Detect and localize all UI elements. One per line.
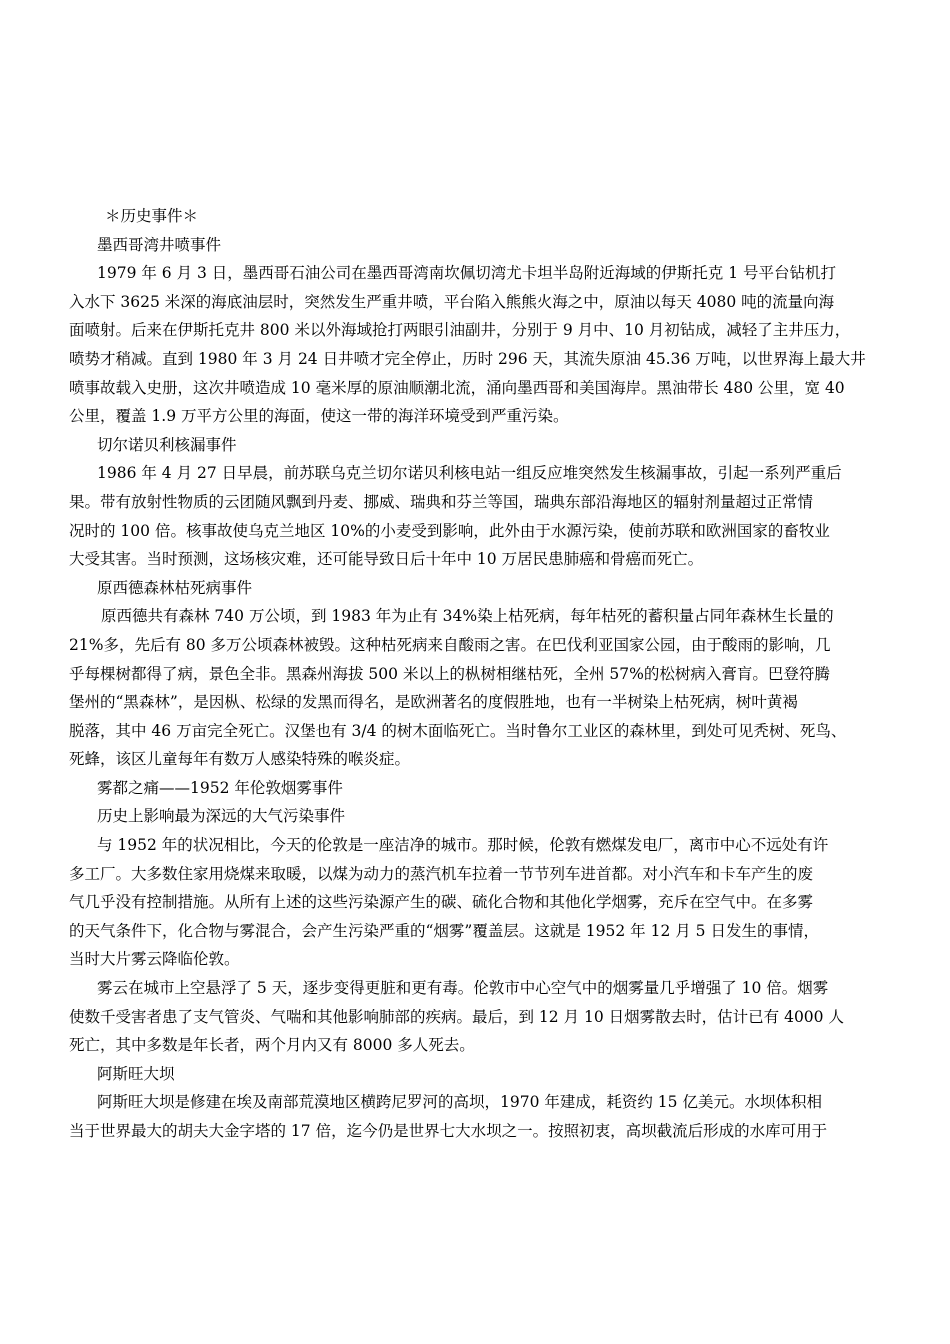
paragraph-line: 与 1952 年的状况相比，今天的伦敦是一座洁净的城市。那时候，伦敦有燃煤发电厂，离市中心不远处有许 <box>97 836 829 855</box>
section-title-chernobyl: 切尔诺贝利核漏事件 <box>97 435 237 454</box>
paragraph-line: 喷势才稍减。直到 1980 年 3 月 24 日井喷才完全停止，历时 296 天，其流失原油 45.36 万吨，以世界海上最大井 <box>69 349 866 368</box>
paragraph-line: 大受其害。当时预测，这场核灾难，还可能导致日后十年中 10 万居民患肺癌和骨癌而死亡。 <box>69 550 704 569</box>
section-subtitle-london-smog: 历史上影响最为深远的大气污染事件 <box>97 807 346 826</box>
section-title-aswan-dam: 阿斯旺大坝 <box>97 1064 175 1083</box>
paragraph-line: 阿斯旺大坝是修建在埃及南部荒漠地区横跨尼罗河的高坝，1970 年建成，耗资约 15 亿美元。水坝体积相 <box>97 1093 822 1112</box>
section-heading: ＊历史事件＊ <box>105 207 199 225</box>
paragraph-line: 使数千受害者患了支气管炎、气喘和其他影响肺部的疾病。最后，到 12 月 10 日烟雾散去时，估计已有 4000 人 <box>69 1007 844 1026</box>
paragraph <box>69 831 883 974</box>
paragraph-line: 脱落，其中 46 万亩完全死亡。汉堡也有 3/4 的树木面临死亡。当时鲁尔工业区的森林里，到处可见秃树、死鸟、 <box>69 721 847 740</box>
paragraph-line: 的天气条件下，化合物与雾混合，会产生污染严重的“烟雾”覆盖层。这就是 1952 年 12 月 5 日发生的事情， <box>69 921 819 940</box>
paragraph <box>69 1088 883 1145</box>
paragraph-line: 面喷射。后来在伊斯托克井 800 米以外海域抢打两眼引油副井，分别于 9 月中、10 月初钻成，减轻了主井压力， <box>69 321 851 340</box>
paragraph-line: 果。带有放射性物质的云团随风飘到丹麦、挪威、瑞典和芬兰等国，瑞典东部沿海地区的辐射剂量超过正常情 <box>69 492 814 511</box>
paragraph <box>69 602 883 774</box>
paragraph <box>69 259 883 431</box>
paragraph-line: 当时大片雾云降临伦敦。 <box>69 950 240 969</box>
paragraph-line: 多工厂。大多数住家用烧煤来取暖，以煤为动力的蒸汽机车拉着一节节列车进首都。对小汽车和卡车产生的废 <box>69 864 814 883</box>
paragraph <box>69 974 883 1060</box>
paragraph-line: 雾云在城市上空悬浮了 5 天，逐步变得更脏和更有毒。伦敦市中心空气中的烟雾量几乎增强了 10 倍。烟雾 <box>97 979 829 998</box>
document-page <box>69 202 883 1146</box>
paragraph-line: 喷事故载入史册，这次井喷造成 10 毫米厚的原油顺潮北流，涌向墨西哥和美国海岸。黑油带长 480 公里，宽 40 <box>69 378 845 397</box>
paragraph-line: 1979 年 6 月 3 日，墨西哥石油公司在墨西哥湾南坎佩切湾尤卡坦半岛附近海域的伊斯托克 1 号平台钻机打 <box>97 264 837 283</box>
paragraph-line: 堡州的“黑森林”，是因枞、松绿的发黑而得名，是欧洲著名的度假胜地，也有一半树染上枯死病，树叶黄褐 <box>69 693 798 712</box>
paragraph-line: 况时的 100 倍。核事故使乌克兰地区 10%的小麦受到影响，此外由于水源污染，使前苏联和欧洲国家的畜牧业 <box>69 521 830 540</box>
paragraph-line: 原西德共有森林 740 万公顷，到 1983 年为止有 34%染上枯死病，每年枯死的蓄积量占同年森林生长量的 <box>101 607 834 626</box>
paragraph-line: 死亡，其中多数是年长者，两个月内又有 8000 多人死去。 <box>69 1036 475 1055</box>
section-title-london-smog: 雾都之痛——1952 年伦敦烟雾事件 <box>97 778 343 797</box>
paragraph <box>69 459 883 573</box>
paragraph-line: 当于世界最大的胡夫大金字塔的 17 倍，迄今仍是世界七大水坝之一。按照初衷，高坝截流后形成的水库可用于 <box>69 1122 828 1140</box>
paragraph-line: 21%多，先后有 80 多万公顷森林被毁。这种枯死病来自酸雨之害。在巴伐利亚国家公园，由于酸雨的影响，几 <box>69 635 831 654</box>
paragraph-line: 气几乎没有控制措施。从所有上述的这些污染源产生的碳、硫化合物和其他化学烟雾，充斥在空气中。在多雾 <box>69 893 814 912</box>
paragraph-line: 公里，覆盖 1.9 万平方公里的海面，使这一带的海洋环境受到严重污染。 <box>69 407 569 426</box>
paragraph-line: 入水下 3625 米深的海底油层时，突然发生严重井喷，平台陷入熊熊火海之中，原油以每天 4080 吨的流量向海 <box>69 292 835 311</box>
paragraph-line: 1986 年 4 月 27 日早晨，前苏联乌克兰切尔诺贝利核电站一组反应堆突然发生核漏事故，引起一系列严重后 <box>97 464 842 483</box>
paragraph-line: 乎每棵树都得了病，景色全非。黑森州海拔 500 米以上的枞树相继枯死，全州 57%的松树病入膏肓。巴登符腾 <box>69 664 830 683</box>
paragraph-line: 死蜂，该区儿童每年有数万人感染特殊的喉炎症。 <box>69 750 411 769</box>
section-title-mexico-gulf: 墨西哥湾井喷事件 <box>97 235 222 254</box>
section-title-west-germany-forest: 原西德森林枯死病事件 <box>97 578 253 597</box>
